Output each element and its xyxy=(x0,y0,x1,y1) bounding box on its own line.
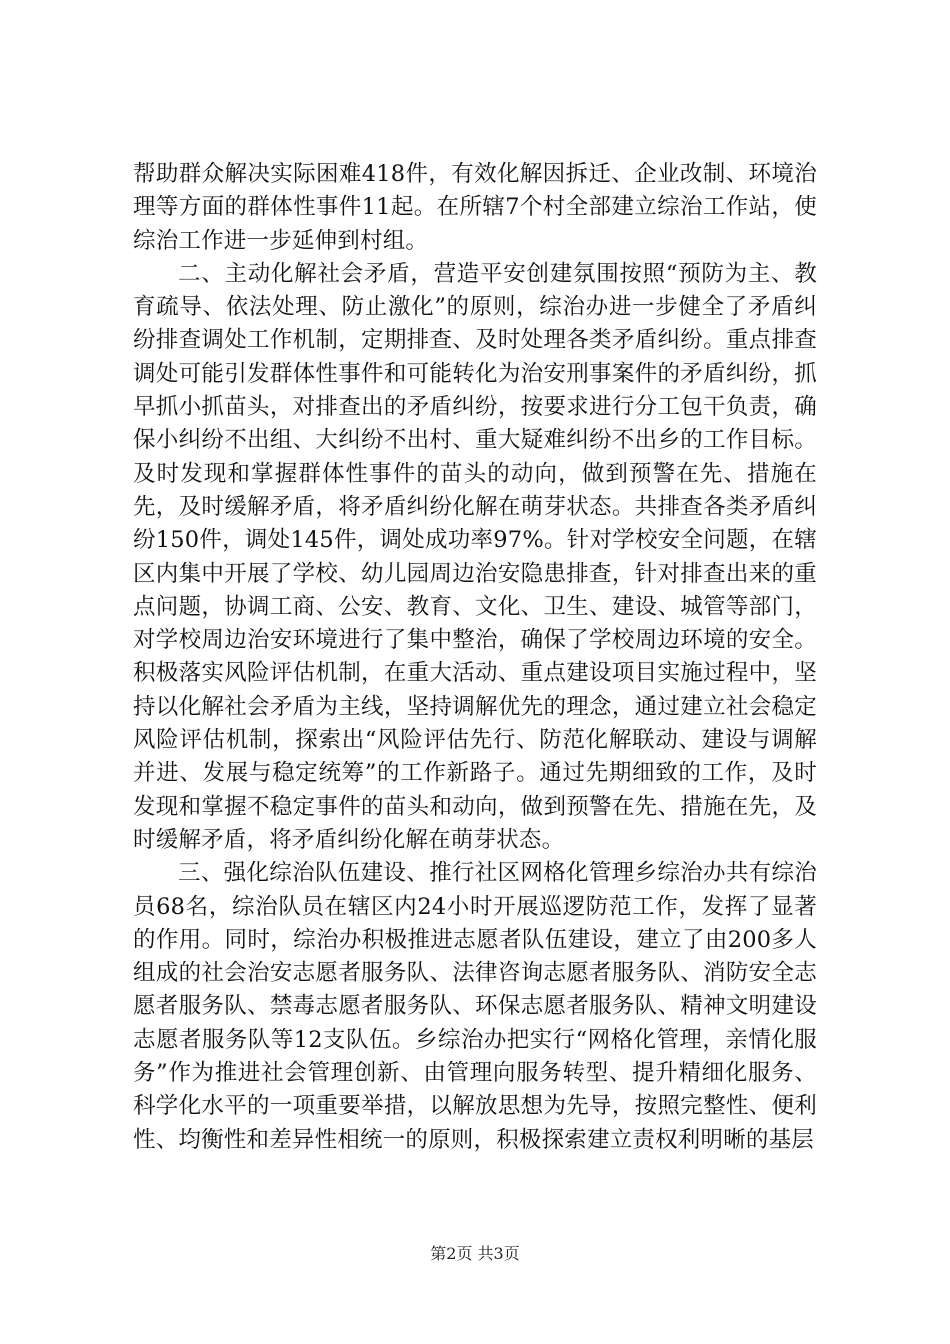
paragraph-section-two: 二、主动化解社会矛盾，营造平安创建氛围按照“预防为主、教育疏导、依法处理、防止激化”的原则，综治办进一步健全了矛盾纠纷排查调处工作机制，定期排查、及时处理各类矛盾纠纷。重点排查调处可能引发群体性事件和可能转化为治安刑事案件的矛盾纠纷，抓早抓小抓苗头，对排查出的矛盾纠纷，按要求进行分工包干负责，确保小纠纷不出组、大纠纷不出村、重大疑难纠纷不出乡的工作目标。及时发现和掌握群体性事件的苗头的动向，做到预警在先、措施在先，及时缓解矛盾，将矛盾纠纷化解在萌芽状态。共排查各类矛盾纠纷150件，调处145件，调处成功率97%。针对学校安全问题，在辖区内集中开展了学校、幼儿园周边治安隐患排查，针对排查出来的重点问题，协调工商、公安、教育、文化、卫生、建设、城管等部门，对学校周边治安环境进行了集中整治，确保了学校周边环境的安全。积极落实风险评估机制，在重大活动、重点建设项目实施过程中，坚持以化解社会矛盾为主线，坚持调解优先的理念，通过建立社会稳定风险评估机制，探索出“风险评估先行、防范化解联动、建设与调解并进、发展与稳定统筹”的工作新路子。通过先期细致的工作，及时发现和掌握不稳定事件的苗头和动向，做到预警在先、措施在先，及时缓解矛盾，将矛盾纠纷化解在萌芽状态。 xyxy=(133,260,817,853)
paragraph-section-three: 三、强化综治队伍建设、推行社区网格化管理乡综治办共有综治员68名，综治队员在辖区内24小时开展巡逻防范工作，发挥了显著的作用。同时，综治办积极推进志愿者队伍建设，建立了由200多人组成的社会治安志愿者服务队、法律咨询志愿者服务队、消防安全志愿者服务队、禁毒志愿者服务队、环保志愿者服务队、精神文明建设志愿者服务队等12支队伍。乡综治办把实行“网格化管理，亲情化服务”作为推进社会管理创新、由管理向服务转型、提升精细化服务、科学化水平的一项重要举措，以解放思想为先导，按照完整性、便利性、均衡性和差异性相统一的原则，积极探索建立责权利明晰的基层 xyxy=(133,860,817,1153)
page-number-footer: 第2页 共3页 xyxy=(430,1244,520,1263)
paragraph-continuation: 帮助群众解决实际困难418件，有效化解因拆迁、企业改制、环境治理等方面的群体性事件11起。在所辖7个村全部建立综治工作站，使综治工作进一步延伸到村组。 xyxy=(133,161,817,254)
document-body xyxy=(133,158,817,1157)
